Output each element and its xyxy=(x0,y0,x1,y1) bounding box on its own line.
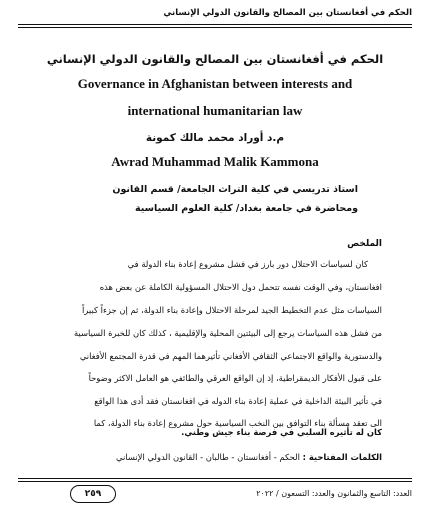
keywords xyxy=(116,452,382,462)
abstract-line: كان لسياسات الاحتلال دور بارز في فشل مشروع إعادة بناء الدولة في xyxy=(127,259,368,269)
keywords-label: الكلمات المفتاحية : xyxy=(302,452,382,462)
author-affiliation-line2: ومحاضرة في جامعة بغداد/ كلية العلوم السياسية xyxy=(135,203,358,214)
running-header: الحكم في أفغانستان بين المصالح والقانون الدولي الإنساني xyxy=(163,8,412,18)
footer-rule-bottom xyxy=(18,481,412,482)
abstract-line: والدستورية والواقع الاجتماعي الثقافي الأفغاني تأثيرهما المهم في قدرة المجتمع الأفغاني xyxy=(79,351,382,361)
abstract-line: السياسات مثل عدم التخطيط الجيد لمرحلة الاحتلال وإعادة بناء الدولة، ثم إن جزءاً كبيراً xyxy=(81,305,382,315)
abstract-line: على قبول الأفكار الديمقراطية، إذ إن الواقع العرقي والطائفي هو العامل الاكثر وضوحاً xyxy=(88,373,382,383)
footer-rule-top xyxy=(18,478,412,479)
keywords-value: الحكم - أفغانستان - طالبان - القانون الدولي الإنساني xyxy=(116,452,300,462)
abstract-heading: الملخص xyxy=(347,239,382,249)
author-name-arabic: م.د أوراد محمد مالك كمونة xyxy=(145,132,285,144)
author-affiliation-line1: استاذ تدريسي في كلية التراث الجامعة/ قسم القانون xyxy=(112,184,358,195)
header-rule-top xyxy=(18,24,412,25)
abstract-line: افغانستان، وفي الوقت نفسه تتحمل دول الاحتلال المسؤولية الكاملة عن بعض هذه xyxy=(99,282,382,292)
abstract-line: في تأثير البيئة الداخلية في عملية إعادة بناء الدوله في افغانستان فقد أدى هذا الواقع xyxy=(94,396,382,406)
article-title-arabic: الحكم في أفغانستان بين المصالح والقانون الدولي الإنساني xyxy=(46,52,384,66)
header-rule-bottom xyxy=(18,27,412,28)
abstract-line: من فشل هذه السياسات يرجع إلى البيئتين المحلية والإقليمية ، كذلك كان للخبرة السياسية xyxy=(73,328,382,338)
issue-info: العدد: التاسع والثمانون والعدد: التسعون / ٢٠٢٢ xyxy=(256,489,412,498)
abstract-line: كان له تأثيره السلبي في فرصة بناء جيش وطني. xyxy=(181,427,382,437)
author-name-english: Awrad Muhammad Malik Kammona xyxy=(111,154,319,169)
article-title-english-line2: international humanitarian law xyxy=(127,103,303,118)
article-title-english-line1: Governance in Afghanistan between interests and xyxy=(77,76,353,91)
page-number: ٢٥٩ xyxy=(70,485,116,503)
abstract-line: الى تعقد مسألة بناء التوافق بين النخب السياسية حول مشروع إعادة بناء الدولة، كما xyxy=(93,418,382,428)
